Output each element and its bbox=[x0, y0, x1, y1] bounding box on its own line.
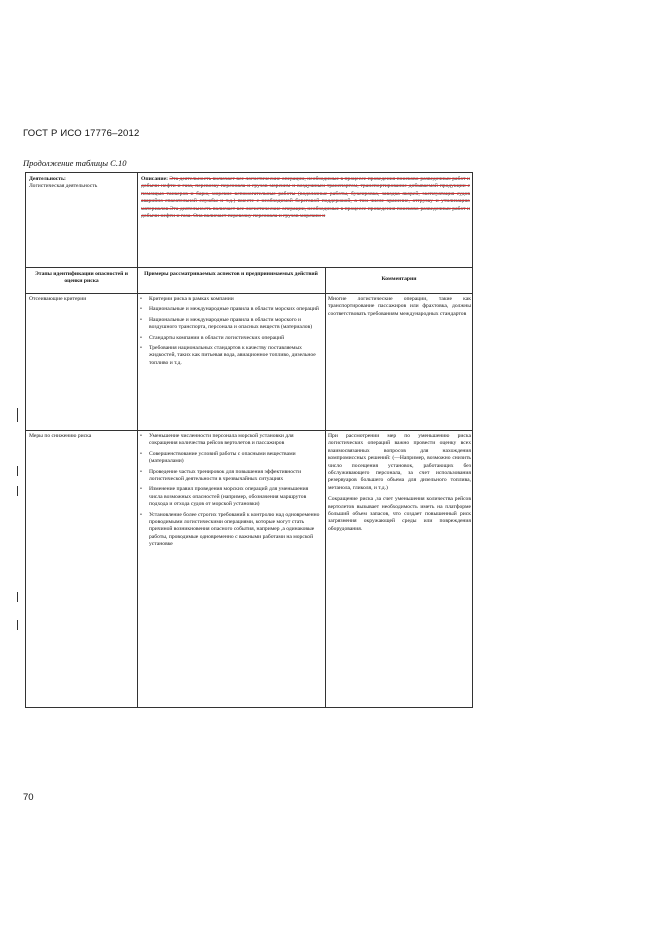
activity-row bbox=[25, 172, 473, 268]
list-item: • Требования национальных стандартов к качеству поставляемых жидкостей, таких как питьевая вода, авиационное топливо, дизельное топливо и т.д. bbox=[139, 345, 323, 367]
list-item: • Установление более строгих требований к контролю над одновременно проводимыми логистическими операциями, которые могут стать причиной возникновения опасного события, например ,а одинаковые работы, проводимые одновременно с важными работами на морской установке bbox=[139, 512, 323, 549]
list-item: • Национальные и международные правила в области морского и воздушного транспорта, персонала и опасных веществ (материалов) bbox=[139, 317, 323, 332]
revision-mark bbox=[17, 620, 18, 630]
examples-cell bbox=[139, 433, 323, 552]
revision-mark bbox=[17, 486, 18, 496]
comment-paragraph: Многие логистические операции, такие как транспортирование пассажиров или фрахтовка, должны соответствовать требованиям международных стандартов bbox=[328, 296, 471, 317]
list-item: • Стандарты компании в области логистических операций bbox=[139, 335, 323, 342]
list-item: • Проведение частых тренировок для повышения эффективности логистической деятельности в чрезвычайных ситуациях bbox=[139, 469, 323, 484]
document-header: ГОСТ Р ИСО 17776–2012 bbox=[23, 128, 140, 139]
activity-label: Деятельность: bbox=[29, 176, 66, 182]
activity-value: Логистическая деятельность bbox=[29, 183, 98, 190]
revision-mark bbox=[17, 408, 18, 422]
list-item: • Критерии риска в рамках компании bbox=[139, 296, 323, 303]
column-header-examples: Примеры рассматриваемых аспектов и предпринимаемых действий bbox=[144, 271, 318, 277]
examples-cell bbox=[139, 296, 323, 370]
list-item: • Изменение правил проведения морских операций для уменьшения числа возможных опасностей (например, обозначения маршрутов подхода и отхода судов от морской установки) bbox=[139, 486, 323, 508]
revision-mark bbox=[17, 592, 18, 602]
description-label: Описание: bbox=[141, 176, 168, 182]
comment-paragraph: Сокращение риска ,за счет уменьшения количества рейсов вертолетов вызывает необходимость иметь на платформе больший объем запасов, что создает повышенный риск загрязнения окружающей среды или повреждения оборудования. bbox=[328, 496, 471, 532]
column-header-comments: Комментарии bbox=[381, 276, 417, 282]
description-text: Эта деятельность включает все логистические операции, необходимые в процессе проведения поисково-разведочных работ и добычи нефти и газа, перевозку персонала и грузов морским и воздушным транспортом, транспортирование добываемой продукции с помощью танкеров и барж, морские вспомогательные работы (водолазные работы, буксировка, заводка якорей, эксплуатация судов аварийно-спасательной службы и т.д.) вместе с необходимой береговой поддержкой, а том числе хранение, отгрузку и утилизацию материалов.Эта деятельность включает все логистические операции, необходимые в процессе проведения поисково-разведочных работ и добычи нефти и газа. Она включает перевозку персонала и грузов морским и bbox=[141, 176, 470, 220]
revision-mark bbox=[17, 466, 18, 476]
activity-cell bbox=[29, 176, 129, 191]
comment-paragraph: При рассмотрении мер по уменьшению риска логистических операций важно провести оценку всех взаимосвязанных вопросов для нахождения компромиссных решений: (—Например, возможно снизить число посещения установок, работающих без обслуживающего персонала, за счет использования резервуаров большего объема для дизельного топлива, метанола, гликоля, и т.д.) bbox=[328, 433, 471, 491]
table-continuation-caption: Продолжение таблицы С.10 bbox=[23, 158, 127, 168]
column-header-stages: Этапы идентификации опасностей и оценки риска bbox=[34, 271, 129, 284]
stages-grid bbox=[25, 268, 473, 708]
description-cell bbox=[141, 176, 470, 220]
stage-cell: Меры по снижению риска bbox=[29, 433, 92, 439]
stage-cell: Отсеивающие критерии bbox=[29, 296, 87, 302]
page-number: 70 bbox=[23, 792, 34, 803]
table-c10 bbox=[25, 172, 473, 708]
comments-cell bbox=[328, 433, 471, 533]
list-item: • Уменьшение численности персонала морской установки для сокращения количества рейсов вертолетов и пассажиров bbox=[139, 433, 323, 448]
list-item: • Национальные и международные правила в области морских операций bbox=[139, 306, 323, 313]
comments-cell bbox=[328, 296, 471, 318]
list-item: • Совершенствование условий работы с опасными веществами (материалами) bbox=[139, 451, 323, 466]
